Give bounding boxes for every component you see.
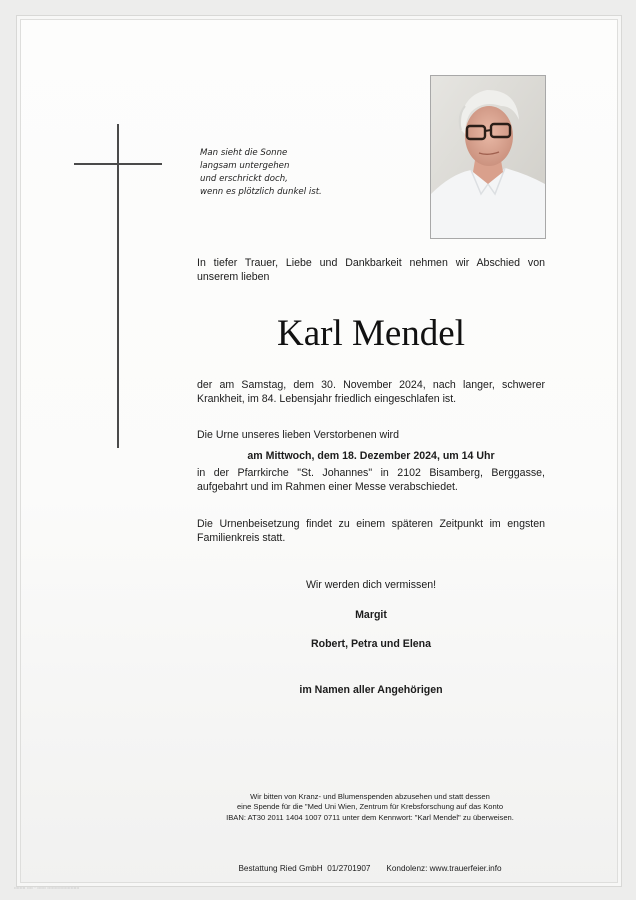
donation-line: Wir bitten von Kranz- und Blumenspenden abzusehen und statt dessen (250, 792, 490, 801)
poem-line: langsam untergehen (200, 161, 290, 171)
ceremony-place: in der Pfarrkirche "St. Johannes" in 2102 Bisamberg, Berggasse, aufgebahrt und im Rahmen einer Messe verabschiedet. (197, 467, 545, 493)
deceased-name: Karl Mendel (276, 313, 466, 354)
donation-line: eine Spende für die "Med Uni Wien, Zentrum für Krebsforschung auf das Konto (236, 802, 504, 812)
on-behalf-text: im Namen aller Angehörigen (299, 684, 443, 696)
ceremony-date: am Mittwoch, dem 18. Dezember 2024, um 14 Uhr (247, 450, 495, 462)
cross-icon-horizontal (74, 163, 162, 165)
print-mark: ▫▫▫▫ ▫▫ · ▫▫▫ ▫▫▫▫▫▫▫▫▫▫▫ (14, 885, 80, 890)
intro-text: In tiefer Trauer, Liebe und Dankbarkeit nehmen wir Abschied von unserem lieben (197, 257, 545, 283)
poem-line: und erschrickt doch, (200, 174, 288, 184)
condolence-link[interactable]: Kondolenz: www.trauerfeier.info (386, 864, 502, 873)
poem-line: wenn es plötzlich dunkel ist. (200, 187, 322, 197)
mourner-name: Robert, Petra und Elena (310, 638, 432, 650)
mourner-name: Margit (355, 609, 387, 621)
cross-icon-vertical (117, 124, 119, 448)
poem (200, 147, 322, 199)
undertaker-info: Bestattung Ried GmbH 01/2701907 (238, 864, 371, 873)
poem-line: Man sieht die Sonne (200, 148, 288, 158)
urn-intro: Die Urne unseres lieben Verstorbenen wird (197, 429, 399, 441)
portrait-photo (430, 75, 546, 239)
death-info: der am Samstag, dem 30. November 2024, nach langer, schwerer Krankheit, im 84. Lebensjahr friedlich eingeschlafen ist. (197, 379, 545, 405)
farewell-text: Wir werden dich vermissen! (305, 579, 437, 591)
donation-note (160, 792, 580, 823)
burial-note: Die Urnenbeisetzung findet zu einem späteren Zeitpunkt im engsten Familienkreis statt. (197, 518, 545, 544)
portrait-image (431, 76, 545, 238)
donation-line: IBAN: AT30 2011 1404 1007 0711 unter dem Kennwort: "Karl Mendel" zu überweisen. (226, 812, 514, 822)
contact-footer (160, 864, 580, 873)
